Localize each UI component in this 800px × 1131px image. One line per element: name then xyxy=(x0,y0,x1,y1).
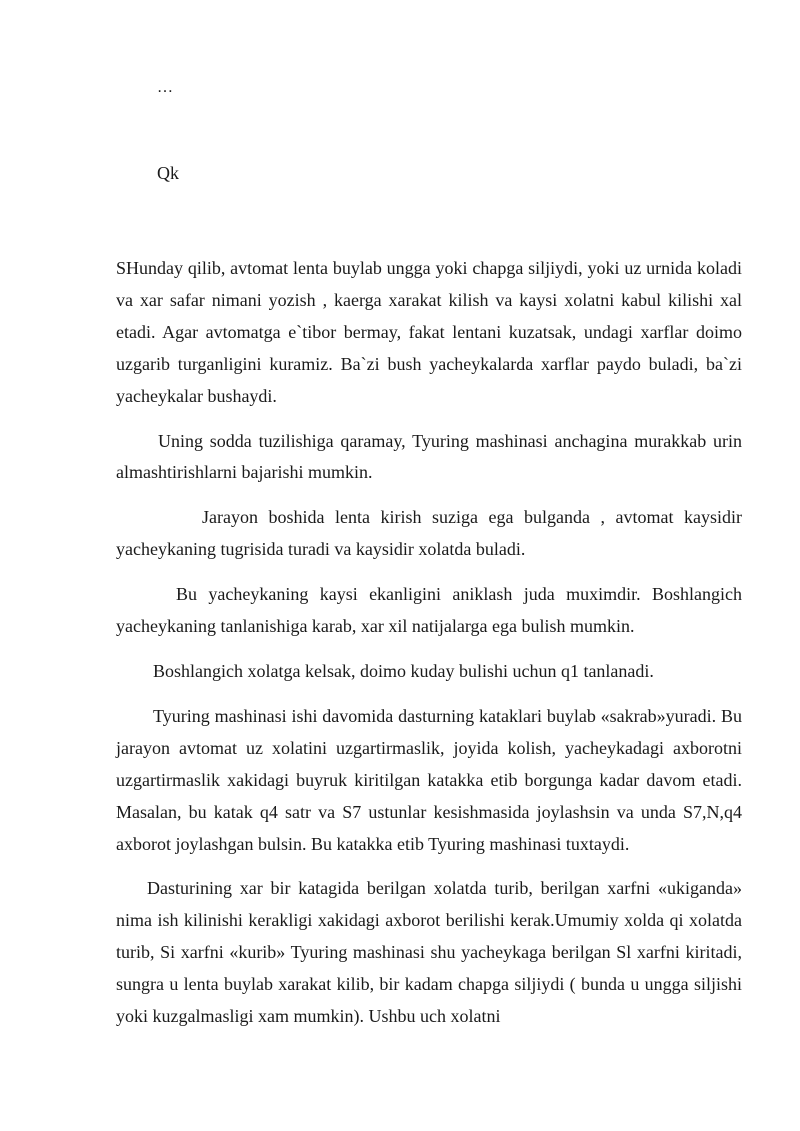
paragraph-7: Dasturining xar bir katagida berilgan xolatda turib, berilgan xarfni «ukiganda» nima ish kilinishi kerakligi xakidagi axborot berilishi kerak.Umumiy xolda qi xolatda turib, Si xarfni «kurib» Tyuring mashinasi shu yacheykaga berilgan Sl xarfni kiritadi, sungra u lenta buylab xarakat kilib, bir kadam chapga siljiydi ( bunda u ungga siljishi yoki kuzgalmasligi xam mumkin). Ushbu uch xolatni xyxy=(116,878,742,1027)
body-text xyxy=(116,253,742,1033)
paragraph-4: Bu yacheykaning kaysi ekanligini aniklash juda muximdir. Boshlangich yacheykaning tanlanishiga karab, xar xil natijalarga ega bulish mumkin. xyxy=(116,584,742,637)
paragraph-3: Jarayon boshida lenta kirish suziga ega bulganda , avtomat kaysidir yacheykaning tugrisida turadi va kaysidir xolatda buladi. xyxy=(116,507,742,560)
paragraph-5: Boshlangich xolatga kelsak, doimo kuday bulishi uchun q1 tanlanadi. xyxy=(153,660,654,681)
paragraph-2: Uning sodda tuzilishiga qaramay, Tyuring mashinasi anchagina murakkab urin almashtirishlarni bajarishi mumkin. xyxy=(116,430,742,483)
paragraph-6: Tyuring mashinasi ishi davomida dasturning kataklari buylab «sakrab»yuradi. Bu jarayon avtomat uz xolatini uzgartirmaslik, joyida kolish, yacheykadagi axborotni uzgartirmaslik xakidagi buyruk kiritilgan katakka etib borgunga kadar davom etadi. Masalan, bu katak q4 satr va S7 ustunlar kesishmasida joylashsin va unda S7,N,q4 axborot joylashgan bulsin. Bu katakka etib Tyuring mashinasi tuxtaydi. xyxy=(116,705,742,854)
paragraph-1: SHunday qilib, avtomat lenta buylab ungga yoki chapga siljiydi, yoki uz urnida koladi va xar safar nimani yozish , kaerga xarakat kilish va kaysi xolatni kabul kilishi xal etadi. Agar avtomatga e`tibor bermay, fakat lentani kuzatsak, undagi xarflar doimo uzgarib turganligini kuramiz. Ba`zi bush yacheykalarda xarflar paydo buladi, ba`zi yacheykalar bushaydi. xyxy=(116,258,742,406)
heading-qk: Qk xyxy=(157,163,179,183)
ellipsis-marker: … xyxy=(157,79,173,96)
